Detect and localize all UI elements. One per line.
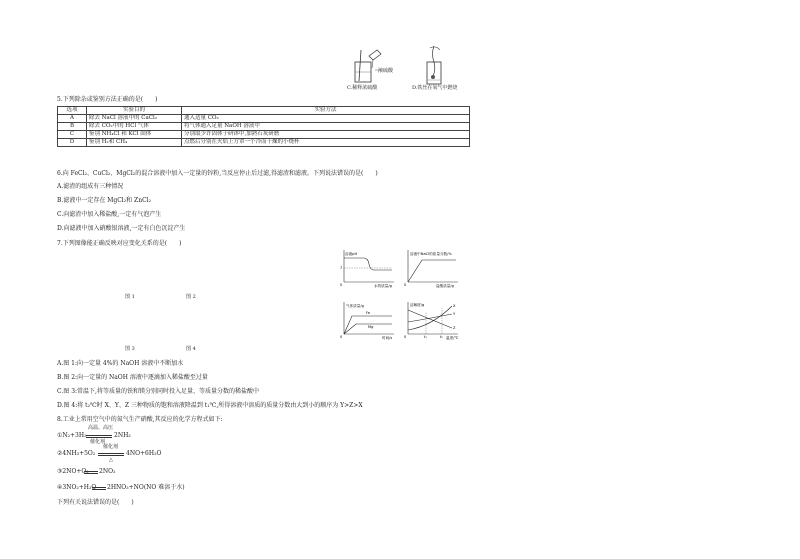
q5-stem: 5.下列除杂或鉴别方法正确的是( ) [57, 96, 158, 103]
table-row [58, 131, 470, 139]
q7-graph-3 [338, 300, 396, 340]
q8-eq4-right: 2HNO₃+NO(NO 难溶于水) [107, 484, 185, 491]
graph3-series-mg: Mg [368, 325, 374, 329]
graph1-tick-7: 7 [340, 266, 343, 270]
graph3-series-fe: Fe [366, 311, 371, 315]
graph2-origin: 0 [404, 283, 407, 287]
table-cell: 鉴别 NH₄Cl 和 KCl 固体 [87, 131, 182, 139]
table-cell: C [58, 131, 87, 139]
q6-option-d: D.向滤液中加入硝酸银溶液,一定有白色沉淀产生 [57, 225, 186, 232]
table-header-row [58, 107, 470, 115]
q8-eq1-cond-bottom: 催化剂 [90, 439, 106, 445]
table-header-cell: 实验目的 [87, 107, 182, 115]
q8-eq3-left: ③2NO+O₂ [57, 468, 89, 475]
table-cell: A [58, 115, 87, 123]
q7-fig-label-2: 图 2 [186, 294, 196, 300]
graph4-tick-t1: t₁ [424, 335, 427, 339]
table-cell: D [58, 139, 87, 147]
q8-eq4-arrow-line [92, 487, 106, 488]
q7-option-b: B.图 2:向一定量的 NaOH 溶液中逐滴加入稀盐酸至过量 [57, 374, 208, 381]
table-cell: 鉴别 H₂和 CH₄ [87, 139, 182, 147]
q7-graph-1 [338, 248, 396, 288]
table-row [58, 123, 470, 131]
q7-graph-2 [402, 248, 460, 288]
table-cell: B [58, 123, 87, 131]
graph1-xlabel: 水的质量/g [374, 284, 392, 288]
q8-eq2-right: 4NO+6H₂O [126, 450, 162, 457]
q7-fig-label-3: 图 3 [125, 346, 135, 352]
table-cell: 点燃后分别在火焰上方罩一个冷而干燥的小烧杯 [182, 139, 470, 147]
q8-eq1-cond-top: 高温、高压 [88, 425, 114, 431]
q6-option-b: B.滤液中一定存在 MgCl₂和 ZnCl₂ [57, 197, 151, 204]
graph2-ylabel: 溶液中NaCl的质量分数/% [410, 252, 452, 256]
q8-eq1-right: 2NH₃ [114, 432, 131, 439]
graph3-ylabel: 气体质量/g [346, 304, 364, 308]
q8-eq2-left: ②4NH₃+5O₂ [57, 450, 96, 457]
q7-option-c: C.图 3:常温下,将等质量的铁和镁分别同时投入足量、等质量分数的稀盐酸中 [57, 388, 259, 395]
q7-stem: 7.下列图像能正确反映对应变化关系的是( ) [57, 240, 182, 247]
table-header-cell: 选项 [58, 107, 87, 115]
q8-eq2-cond-bottom: △ [109, 457, 113, 463]
graph4-origin: 0 [404, 335, 407, 339]
q8-stem: 8.工业上常用空气中的氮气生产硝酸,其反应的化学方程式如下: [57, 416, 223, 423]
figure-c-label: C.稀释浓硫酸 [347, 85, 378, 91]
table-cell: 将气体通入足量 NaOH 溶液中 [182, 123, 470, 131]
q8-eq2-arrow-line [98, 453, 124, 454]
q7-fig-label-4: 图 4 [186, 346, 196, 352]
graph4-series-x: X [453, 304, 456, 308]
table-row [58, 139, 470, 147]
q8-eq3-arrow-line [84, 473, 98, 474]
graph4-ylabel: 溶解度/g [410, 303, 425, 307]
q8-eq3-arrow-line [84, 471, 98, 472]
q6-stem: 6.向 FeCl₂、CuCl₂、MgCl₂的混合溶液中加入一定量的锌粉,当反应停止后过滤,得滤渣和滤液。下列说法错误的是( ) [57, 170, 378, 177]
table-cell: 除去 NaCl 溶液中的 CaCl₂ [87, 115, 182, 123]
graph3-origin: 0 [340, 335, 343, 339]
q7-option-a: A.图 1:向一定量 4%的 NaOH 溶液中不断加水 [57, 360, 184, 367]
figure-d-iron-wire-burning [418, 44, 452, 86]
table-row [58, 115, 470, 123]
q8-eq4-arrow-line [92, 489, 106, 490]
q7-fig-label-1: 图 1 [125, 294, 135, 300]
q6-option-a: A.滤渣的组成有三种情况 [57, 183, 124, 190]
graph2-xlabel: 盐酸质量/g [436, 284, 454, 288]
graph4-series-y: Y [453, 312, 456, 316]
table-cell: 除去 CO₂中的 HCl 气体 [87, 123, 182, 131]
q5-table [57, 106, 470, 147]
q8-eq1-arrow-line [86, 435, 112, 436]
q6-option-c: C.向滤渣中加入稀盐酸,一定有气泡产生 [57, 211, 162, 218]
table-cell: 分别取少许固体于研钵中,加熟石灰研磨 [182, 131, 470, 139]
figure-d-label: D.铁丝在氧气中燃烧 [412, 85, 458, 91]
graph4-xlabel: 温度/℃ [446, 336, 459, 340]
figure-c-inner-label: 浓硫酸 [378, 68, 394, 74]
q8-question: 下列有关说法错误的是( ) [57, 499, 134, 506]
graph4-tick-t2: t₂ [440, 335, 443, 339]
q8-eq2-cond-top: 催化剂 [103, 444, 119, 450]
q7-graph-4 [402, 300, 460, 340]
graph3-xlabel: 时间/s [382, 336, 393, 340]
graph1-ylabel: 溶液pH [345, 252, 358, 256]
graph1-origin: 0 [340, 283, 343, 287]
graph4-series-z: Z [453, 326, 456, 330]
q8-eq4-left: ④3NO₂+H₂O [57, 484, 97, 491]
q8-eq3-right: 2NO₂ [99, 468, 116, 475]
q8-eq1-left: ①N₂+3H₂ [57, 432, 87, 439]
q7-option-d: D.图 4:将 t₂℃时 X、Y、Z 三种物质的饱和溶液降温到 t₁℃,所得溶液中溶质的质量分数由大到小的顺序为 Y>Z>X [57, 402, 363, 409]
table-cell: 通入适量 CO₂ [182, 115, 470, 123]
table-header-cell: 实验方法 [182, 107, 470, 115]
